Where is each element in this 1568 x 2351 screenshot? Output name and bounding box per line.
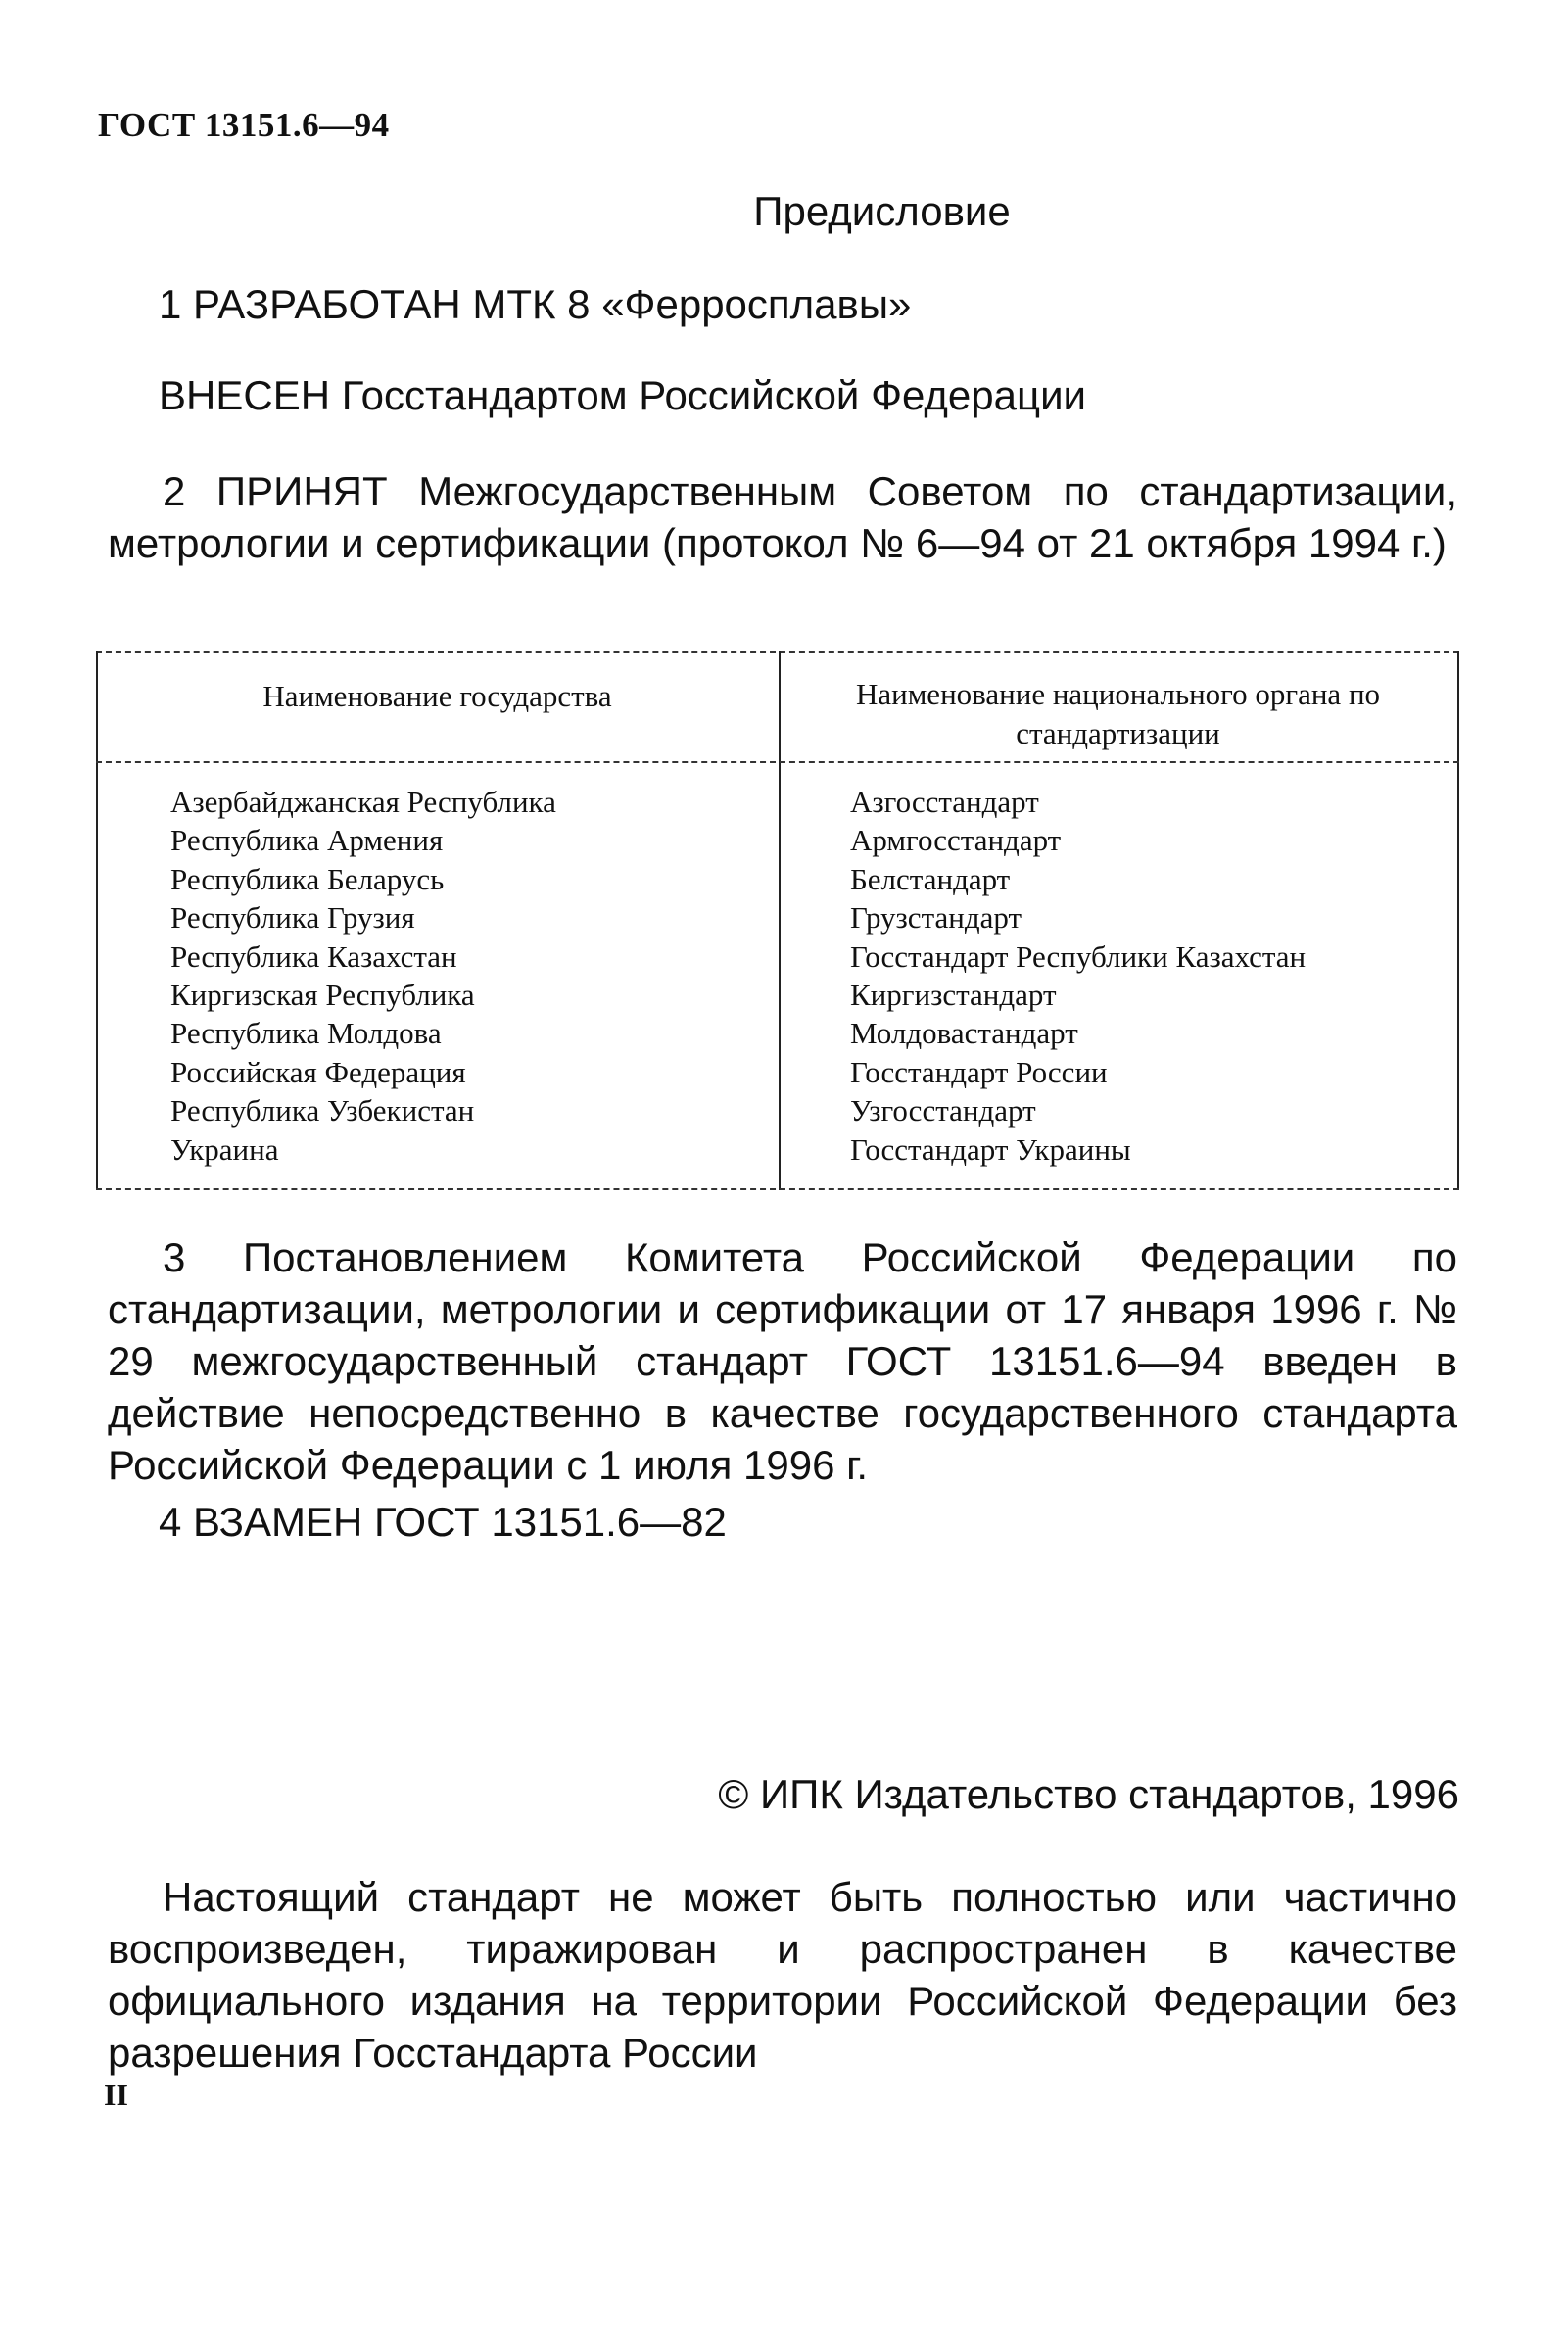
document-code: ГОСТ 13151.6—94 (98, 106, 390, 144)
table-cell-state: Республика Казахстан (170, 938, 457, 974)
member-states-table (96, 651, 1459, 1190)
table-cell-body: Молдовастандарт (850, 1016, 1078, 1051)
item-2-adopted: 2 ПРИНЯТ Межгосударственным Советом по стандартизации, метрологии и сертификации (протокол № 6—94 от 21 октября 1994 г.) (108, 468, 1457, 566)
item-1-developed: 1 РАЗРАБОТАН МТК 8 «Ферросплавы» (159, 281, 912, 327)
column-states (170, 783, 556, 1169)
table-left-border (96, 651, 98, 1190)
table-cell-state: Республика Беларусь (170, 861, 445, 896)
table-cell-body: Узгосстандарт (850, 1093, 1036, 1128)
page-number: II (104, 2077, 128, 2112)
item-4-replaces: 4 ВЗАМЕН ГОСТ 13151.6—82 (159, 1499, 727, 1545)
table-cell-state: Республика Грузия (170, 900, 415, 936)
table-cell-body: Армгосстандарт (850, 823, 1062, 858)
table-cell-state: Киргизская Республика (170, 978, 475, 1013)
table-cell-body: Азгосстандарт (850, 785, 1039, 819)
reproduction-notice: Настоящий стандарт не может быть полностью или частично воспроизведен, тиражирован и распространен в качестве официального издания на территории Российской Федерации без разрешения Госстандарта России (108, 1874, 1457, 2076)
item-3-resolution: 3 Постановлением Комитета Российской Федерации по стандартизации, метрологии и сертификации от 17 января 1996 г. № 29 межгосударственный стандарт ГОСТ 13151.6—94 введен в действие непосредственно в качестве государственного стандарта Российской Федерации с 1 июля 1996 г. (108, 1234, 1457, 1488)
copyright-notice: © ИПК Издательство стандартов, 1996 (718, 1771, 1459, 1817)
table-cell-state: Республика Узбекистан (170, 1093, 475, 1128)
table-cell-state: Российская Федерация (170, 1054, 466, 1089)
table-cell-state: Республика Молдова (170, 1016, 442, 1051)
table-cell-body: Белстандарт (850, 861, 1011, 896)
column-header-state: Наименование государства (262, 679, 612, 713)
table-bottom-border (96, 1188, 1459, 1190)
table-cell-body: Госстандарт России (850, 1054, 1108, 1089)
table-cell-body: Киргизстандарт (850, 978, 1057, 1013)
column-standards-bodies (850, 783, 1306, 1169)
table-cell-state: Украина (170, 1131, 279, 1167)
column-header-standards-body: Наименование национального органа по стандартизации (855, 677, 1381, 750)
table-top-border (96, 651, 1459, 653)
table-cell-body: Грузстандарт (850, 900, 1022, 936)
table-header-separator (96, 761, 1459, 763)
page-title: Предисловие (753, 188, 1011, 234)
table-cell-state: Азербайджанская Республика (170, 785, 556, 819)
item-1-introduced: ВНЕСЕН Госстандартом Российской Федерации (159, 372, 1086, 418)
table-cell-body: Госстандарт Украины (850, 1131, 1131, 1167)
table-right-border (1457, 651, 1459, 1190)
table-cell-body: Госстандарт Республики Казахстан (850, 938, 1307, 974)
table-cell-state: Республика Армения (170, 823, 444, 858)
